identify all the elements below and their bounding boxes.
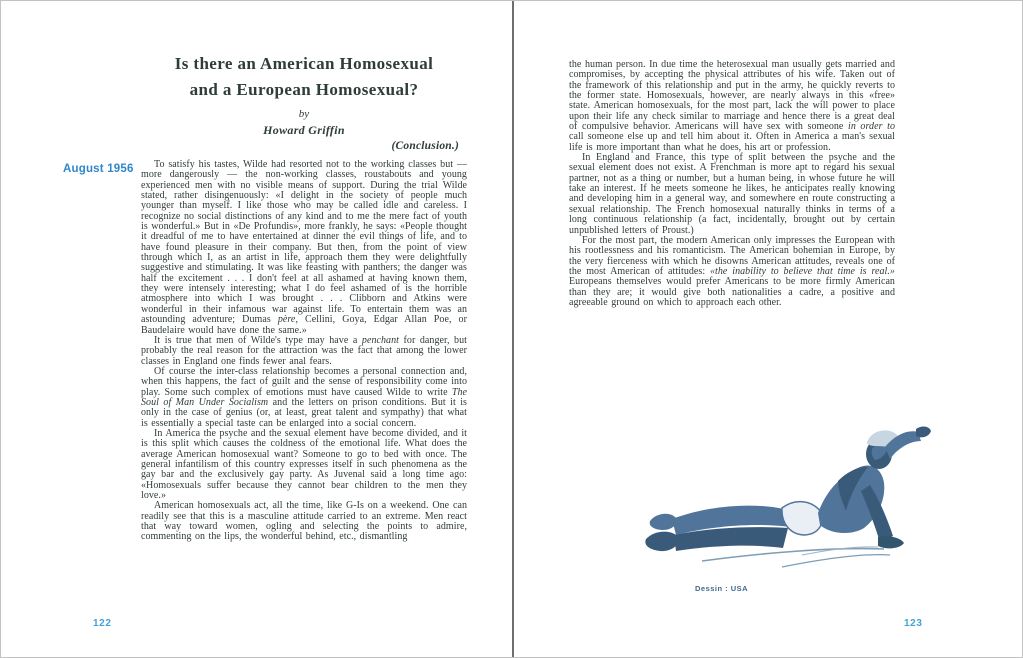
reclining-figure-illustration [632, 421, 952, 583]
body-paragraph: Of course the inter-class relationship becomes a personal connection and, when this happens, the fact of guilt and the sense of responsibility come into play. Some such complex of emotions must have caused Wilde to write The Soul of Man Under Socialism and the letters on prison conditions. But it is only in the case of genius (or, at least, great talent and sympathy) that what is essentially a special taste can be enlarged into a social concern. [141, 365, 467, 429]
body-paragraph: To satisfy his tastes, Wilde had resorted not to the working classes but — more dangerously — the non-working classes, roustabouts and young experienced men with no visible means of support. During the trial Wilde stated, rather disingenuously: «I delight in the society of people much younger than myself. I like those who may be called idle and careless. I recognize no social distinctions of any kind and to me the mere fact of youth is wonderful.» But in «De Profundis», more frankly, he says: «People thought it dreadful of me to have entertained at dinner the evil things of life, and to have found pleasure in their company. But then, from the point of view through which I, as an artist in life, approach them they were delightfully suggestive and stimulating. It was like feasting with panthers; the danger was half the excitement . . . I don't feel at all ashamed at having known them, they were intensely interesting; what I do feel ashamed of is the horrible atmosphere into which I was brought . . . Clibborn and Atkins were wonderful in their infamous war against life. To entertain them was an astounding adventure; Dumas père, Cellini, Goya, Edgar Allan Poe, or Baudelaire would have done the same.» [141, 159, 467, 336]
article-title-line1: Is there an American Homosexual [174, 54, 434, 73]
body-paragraph: American homosexuals act, all the time, like G-Is on a weekend. One can readily see that this is a masculine attitude carried to an extreme. Men react that way toward women, ogling and selecting the points to admire, commenting on the lips, the wonderful behind, etc., dismantling [141, 500, 467, 543]
body-paragraph: It is true that men of Wilde's type may have a penchant for danger, but probably the real reason for the attraction was the fact that among the lower classes in England one finds fewer anal fears. [141, 334, 467, 367]
body-column-right [569, 60, 895, 308]
reclining-figure-drawing [632, 421, 952, 583]
byline-prefix: by [298, 108, 310, 120]
conclusion-label: (Conclusion.) [391, 140, 459, 152]
author-name: Howard Griffin [263, 123, 345, 137]
page-number-123: 123 [904, 618, 923, 629]
body-column-left [141, 160, 467, 543]
page-right [514, 1, 1023, 658]
illustration-caption: Dessin : USA [695, 584, 749, 593]
article-header [141, 51, 467, 138]
page-left [1, 1, 512, 658]
issue-date-note: August 1956 [63, 163, 134, 175]
page-number-122: 122 [93, 618, 112, 629]
body-paragraph: In America the psyche and the sexual element have become divided, and it is this split which causes the coldness of the emotional life. What does the average American homosexual want? Someone to go to bed with once. The general infantilism of this country expresses itself in such phenomena as the gay bar and the exclusively gay party. As Juvenal said a long time ago: «Homosexuals suffer because they cannot bear children to the men they love.» [141, 427, 467, 501]
body-paragraph: For the most part, the modern American only impresses the European with his rootlessness and his romanticism. The American bohemian in Europe, by the very fierceness with which he disowns American attitudes, reveals one of the most American of attitudes: «the inability to believe that time is real.» Europeans themselves would prefer Americans to be more firmly American than they are; it would give both nationalities a cadre, a positive and agreeable ground on which to approach each other. [569, 234, 895, 308]
body-paragraph: In England and France, this type of split between the psyche and the sexual element does not exist. A Frenchman is more apt to regard his sexual partner, not as a thing or number, but a human being, in whose future he will take an interest. If he meets someone he likes, he anticipates really knowing and developing him in a general way, and somewhere en route constructing a sexual relationship. The French homosexual naturally thinks in terms of a long continuous relationship (a fact, incidentally, brought out by certain unpublished letters of Proust.) [569, 152, 895, 236]
body-paragraph: the human person. In due time the heterosexual man usually gets married and compromises, by accepting the physical attributes of his wife. Taken out of the framework of this relationship and put in the army, he quickly reverts to the former state. Homosexuals, however, are nearly always in this «free» state. American homosexuals, for the most part, lack the will power to place upon their life any check similar to marriage and hence there is a great deal of compulsive behavior. Americans will have sex with someone in order to call someone else up and tell him about it. Often in America a man's sexual life is more important than what he does, his art or profession. [569, 59, 895, 153]
article-title-line2: and a European Homosexual? [189, 80, 419, 99]
